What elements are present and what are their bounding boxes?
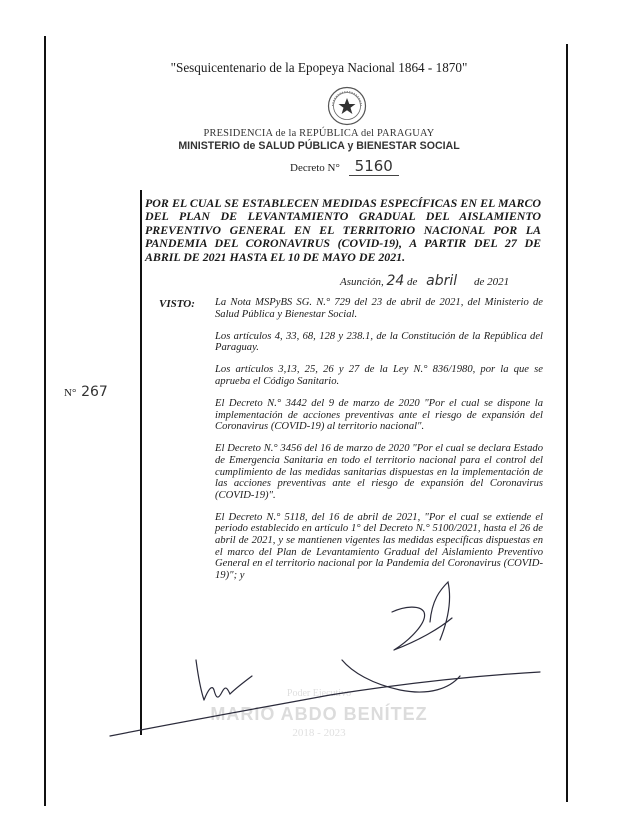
paragraph-3: Los artículos 3,13, 25, 26 y 27 de la Ley N.° 836/1980, por la que se aprueba el Código Sanitario. [215,364,543,387]
watermark-term: 2018 - 2023 [292,727,346,739]
watermark-office: Poder Ejecutivo [286,688,352,699]
paragraph-4: El Decreto N.° 3442 del 9 de marzo de 2020 "Por el cual se dispone la implementación de acciones preventivas ante el riesgo de expansión del Coronavirus (COVID-19) al territorio nacional". [215,398,543,433]
decree-label: Decreto N° [290,162,340,174]
paragraph-6: El Decreto N.° 5118, del 16 de abril de 2021, "Por el cual se extiende el periodo establecido en artículo 1° del Decreto N.° 5100/2021, hasta el 26 de abril de 2021, y se mantienen vigentes las medidas específicas dispuestas en el marco del Plan de Levantamiento Gradual del Aislamiento Preventivo General en el territorio nacional por la Pandemia del Coronavirus (COVID-19)"; y [215,511,543,581]
year: de 2021 [473,276,510,288]
visto-label: VISTO: [159,298,195,310]
decree-number: 5160 [349,157,399,176]
left-signature [196,660,252,700]
de-word: de [407,276,418,288]
paragraph-5: El Decreto N.° 3456 del 16 de marzo de 2020 "Por el cual se declara Estado de Emergencia Sanitaria en todo el territorio nacional para el control del cumplimiento de las medidas sanitarias dispuestas en la implementación de las acciones preventivas ante el riesgo de expansión del Coronavirus (COVID-19)". [215,443,543,501]
city: Asunción, [340,276,384,288]
watermark-name: MARIO ABDO BENÍTEZ [210,704,428,724]
paragraph-2: Los artículos 4, 33, 68, 128 y 238.1, de la Constitución de la República del Paraguay. [215,330,543,354]
right-signature [342,582,460,692]
margin-note-label: N° [64,387,77,399]
long-stroke [110,672,540,736]
presidency-line: PRESIDENCIA de la REPÚBLICA del PARAGUAY [203,128,435,139]
decree-title: POR EL CUAL SE ESTABLECEN MEDIDAS ESPECÍFICAS EN EL MARCO DEL PLAN DE LEVANTAMIENTO GRADUAL DEL AISLAMIENTO PREVENTIVO GENERAL EN EL TERRITORIO NACIONAL POR LA PANDEMIA DEL CORONAVIRUS (COVID-19), A PARTIR DEL 27 DE ABRIL DE 2021 HASTA EL 10 DE MAYO DE 2021. [145,196,541,264]
day: 24 [386,273,405,289]
month: abril [426,273,458,289]
ministry-line: MINISTERIO de SALUD PÚBLICA y BIENESTAR SOCIAL [178,140,460,152]
margin-note-number: 267 [81,384,108,400]
slogan: "Sesquicentenario de la Epopeya Nacional 1864 - 1870" [170,60,468,75]
paragraph-1: La Nota MSPyBS SG. N.° 729 del 23 de abril de 2021, del Ministerio de Salud Pública y Bienestar Social. [215,297,543,320]
